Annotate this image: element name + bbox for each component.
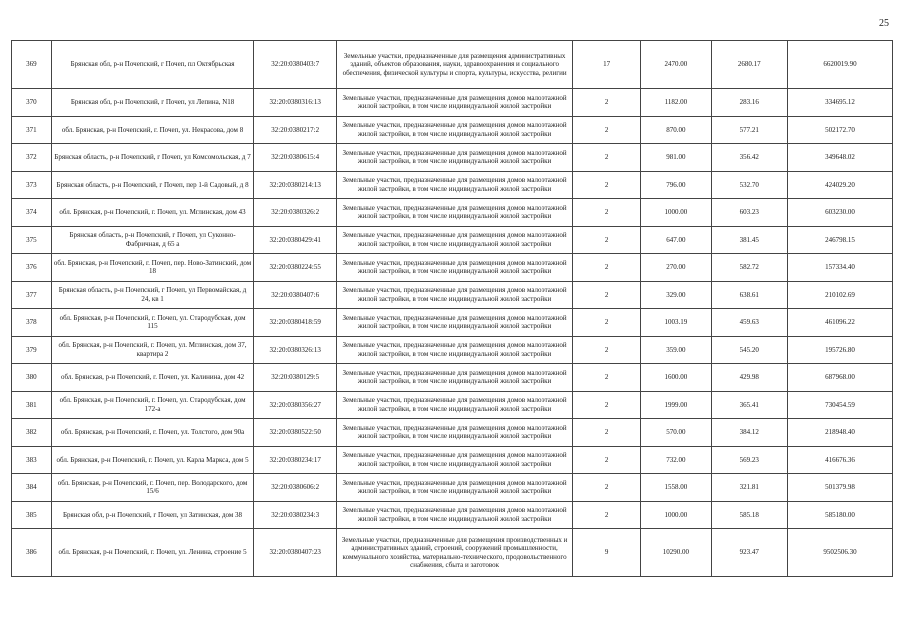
row-number-cell: 373 bbox=[12, 171, 52, 199]
page-number: 25 bbox=[879, 18, 889, 29]
row-number-cell: 381 bbox=[12, 391, 52, 419]
table-row bbox=[12, 199, 893, 227]
specific-value-cell: 429.98 bbox=[711, 364, 788, 392]
table-row bbox=[12, 281, 893, 309]
specific-value-cell: 532.70 bbox=[711, 171, 788, 199]
table-row bbox=[12, 419, 893, 447]
cadastral-value-cell: 6620019.90 bbox=[788, 41, 893, 89]
group-number-cell: 2 bbox=[573, 474, 641, 502]
permitted-use-cell: Земельные участки, предназначенные для размещения домов малоэтажной жилой застройки, в том числе индивидуальной жилой застройки bbox=[337, 144, 573, 172]
specific-value-cell: 603.23 bbox=[711, 199, 788, 227]
cadastral-value-cell: 9502506.30 bbox=[788, 529, 893, 577]
address-cell: обл. Брянская, р-н Почепский, г. Почеп, ул. Карла Маркса, дом 5 bbox=[51, 446, 253, 474]
specific-value-cell: 569.23 bbox=[711, 446, 788, 474]
row-number-cell: 376 bbox=[12, 254, 52, 282]
area-cell: 1000.00 bbox=[641, 501, 711, 529]
specific-value-cell: 582.72 bbox=[711, 254, 788, 282]
permitted-use-cell: Земельные участки, предназначенные для размещения домов малоэтажной жилой застройки, в том числе индивидуальной жилой застройки bbox=[337, 254, 573, 282]
specific-value-cell: 577.21 bbox=[711, 116, 788, 144]
table-row bbox=[12, 336, 893, 364]
group-number-cell: 2 bbox=[573, 501, 641, 529]
row-number-cell: 372 bbox=[12, 144, 52, 172]
table-row bbox=[12, 364, 893, 392]
cadastral-number-cell: 32:20:0380522:50 bbox=[254, 419, 337, 447]
cadastral-value-cell: 195726.80 bbox=[788, 336, 893, 364]
row-number-cell: 384 bbox=[12, 474, 52, 502]
row-number-cell: 386 bbox=[12, 529, 52, 577]
area-cell: 732.00 bbox=[641, 446, 711, 474]
group-number-cell: 17 bbox=[573, 41, 641, 89]
table-row bbox=[12, 254, 893, 282]
address-cell: обл. Брянская, р-н Почепский, г. Почеп, ул. Некрасова, дом 8 bbox=[51, 116, 253, 144]
cadastral-value-cell: 210102.69 bbox=[788, 281, 893, 309]
permitted-use-cell: Земельные участки, предназначенные для размещения административных зданий, объектов образования, науки, здравоохранения и социального обеспечения, физической культуры и спорта, культуры, искусства, религии bbox=[337, 41, 573, 89]
permitted-use-cell: Земельные участки, предназначенные для размещения домов малоэтажной жилой застройки, в том числе индивидуальной жилой застройки bbox=[337, 336, 573, 364]
specific-value-cell: 923.47 bbox=[711, 529, 788, 577]
cadastral-number-cell: 32:20:0380429:41 bbox=[254, 226, 337, 254]
cadastral-value-cell: 585180.00 bbox=[788, 501, 893, 529]
row-number-cell: 383 bbox=[12, 446, 52, 474]
permitted-use-cell: Земельные участки, предназначенные для размещения домов малоэтажной жилой застройки, в том числе индивидуальной жилой застройки bbox=[337, 199, 573, 227]
area-cell: 1000.00 bbox=[641, 199, 711, 227]
table-row bbox=[12, 391, 893, 419]
specific-value-cell: 545.20 bbox=[711, 336, 788, 364]
address-cell: Брянская область, р-н Почепский, г Почеп, ул Комсомольская, д 7 bbox=[51, 144, 253, 172]
permitted-use-cell: Земельные участки, предназначенные для размещения домов малоэтажной жилой застройки, в том числе индивидуальной жилой застройки bbox=[337, 419, 573, 447]
permitted-use-cell: Земельные участки, предназначенные для размещения домов малоэтажной жилой застройки, в том числе индивидуальной жилой застройки bbox=[337, 116, 573, 144]
table-row bbox=[12, 116, 893, 144]
row-number-cell: 379 bbox=[12, 336, 52, 364]
address-cell: Брянская обл, р-н Почепский, г Почеп, пл Октябрьская bbox=[51, 41, 253, 89]
address-cell: Брянская обл, р-н Почепский, г Почеп, ул Лепина, N18 bbox=[51, 89, 253, 117]
specific-value-cell: 2680.17 bbox=[711, 41, 788, 89]
table-row bbox=[12, 529, 893, 577]
group-number-cell: 2 bbox=[573, 419, 641, 447]
table-row bbox=[12, 501, 893, 529]
cadastral-value-cell: 334695.12 bbox=[788, 89, 893, 117]
area-cell: 1003.19 bbox=[641, 309, 711, 337]
permitted-use-cell: Земельные участки, предназначенные для размещения домов малоэтажной жилой застройки, в том числе индивидуальной жилой застройки bbox=[337, 446, 573, 474]
specific-value-cell: 356.42 bbox=[711, 144, 788, 172]
area-cell: 870.00 bbox=[641, 116, 711, 144]
address-cell: обл. Брянская, р-н Почепский, г. Почеп, пер. Ново-Затинский, дом 18 bbox=[51, 254, 253, 282]
cadastral-number-cell: 32:20:0380615:4 bbox=[254, 144, 337, 172]
row-number-cell: 375 bbox=[12, 226, 52, 254]
area-cell: 570.00 bbox=[641, 419, 711, 447]
table-row bbox=[12, 41, 893, 89]
area-cell: 270.00 bbox=[641, 254, 711, 282]
land-plots-table bbox=[11, 40, 893, 577]
specific-value-cell: 365.41 bbox=[711, 391, 788, 419]
cadastral-number-cell: 32:20:0380403:7 bbox=[254, 41, 337, 89]
specific-value-cell: 384.12 bbox=[711, 419, 788, 447]
group-number-cell: 2 bbox=[573, 171, 641, 199]
table-row bbox=[12, 474, 893, 502]
specific-value-cell: 321.81 bbox=[711, 474, 788, 502]
permitted-use-cell: Земельные участки, предназначенные для размещения домов малоэтажной жилой застройки, в том числе индивидуальной жилой застройки bbox=[337, 391, 573, 419]
group-number-cell: 2 bbox=[573, 364, 641, 392]
address-cell: обл. Брянская, р-н Почепский, г. Почеп, ул. Толстого, дом 90а bbox=[51, 419, 253, 447]
group-number-cell: 2 bbox=[573, 281, 641, 309]
area-cell: 329.00 bbox=[641, 281, 711, 309]
cadastral-value-cell: 349648.02 bbox=[788, 144, 893, 172]
row-number-cell: 382 bbox=[12, 419, 52, 447]
cadastral-value-cell: 501379.98 bbox=[788, 474, 893, 502]
group-number-cell: 2 bbox=[573, 254, 641, 282]
area-cell: 1999.00 bbox=[641, 391, 711, 419]
address-cell: обл. Брянская, р-н Почепский, г. Почеп, ул. Стародубская, дом 115 bbox=[51, 309, 253, 337]
area-cell: 1558.00 bbox=[641, 474, 711, 502]
table-row bbox=[12, 309, 893, 337]
area-cell: 359.00 bbox=[641, 336, 711, 364]
group-number-cell: 2 bbox=[573, 446, 641, 474]
cadastral-value-cell: 730454.59 bbox=[788, 391, 893, 419]
area-cell: 981.00 bbox=[641, 144, 711, 172]
table-row bbox=[12, 446, 893, 474]
cadastral-value-cell: 687968.00 bbox=[788, 364, 893, 392]
address-cell: Брянская обл, р-н Почепский, г Почеп, ул Затинская, дом 38 bbox=[51, 501, 253, 529]
row-number-cell: 370 bbox=[12, 89, 52, 117]
area-cell: 1600.00 bbox=[641, 364, 711, 392]
cadastral-number-cell: 32:20:0380217:2 bbox=[254, 116, 337, 144]
address-cell: Брянская область, р-н Почепский, г Почеп, ул Суконно-Фабричная, д 65 а bbox=[51, 226, 253, 254]
row-number-cell: 369 bbox=[12, 41, 52, 89]
table-row bbox=[12, 89, 893, 117]
address-cell: Брянская область, р-н Почепский, г Почеп, ул Первомайская, д 24, кв 1 bbox=[51, 281, 253, 309]
cadastral-number-cell: 32:20:0380606:2 bbox=[254, 474, 337, 502]
cadastral-value-cell: 502172.70 bbox=[788, 116, 893, 144]
cadastral-number-cell: 32:20:0380326:13 bbox=[254, 336, 337, 364]
cadastral-number-cell: 32:20:0380326:2 bbox=[254, 199, 337, 227]
area-cell: 796.00 bbox=[641, 171, 711, 199]
group-number-cell: 2 bbox=[573, 391, 641, 419]
specific-value-cell: 283.16 bbox=[711, 89, 788, 117]
group-number-cell: 2 bbox=[573, 199, 641, 227]
group-number-cell: 2 bbox=[573, 309, 641, 337]
group-number-cell: 2 bbox=[573, 226, 641, 254]
cadastral-number-cell: 32:20:0380418:59 bbox=[254, 309, 337, 337]
cadastral-value-cell: 416676.36 bbox=[788, 446, 893, 474]
cadastral-number-cell: 32:20:0380224:55 bbox=[254, 254, 337, 282]
cadastral-number-cell: 32:20:0380234:3 bbox=[254, 501, 337, 529]
specific-value-cell: 638.61 bbox=[711, 281, 788, 309]
row-number-cell: 378 bbox=[12, 309, 52, 337]
permitted-use-cell: Земельные участки, предназначенные для размещения домов малоэтажной жилой застройки, в том числе индивидуальной жилой застройки bbox=[337, 281, 573, 309]
table-row bbox=[12, 226, 893, 254]
cadastral-value-cell: 461096.22 bbox=[788, 309, 893, 337]
address-cell: Брянская область, р-н Почепский, г Почеп, пер 1-й Садовый, д 8 bbox=[51, 171, 253, 199]
cadastral-number-cell: 32:20:0380316:13 bbox=[254, 89, 337, 117]
row-number-cell: 374 bbox=[12, 199, 52, 227]
permitted-use-cell: Земельные участки, предназначенные для размещения домов малоэтажной жилой застройки, в том числе индивидуальной жилой застройки bbox=[337, 226, 573, 254]
address-cell: обл. Брянская, р-н Почепский, г. Почеп, ул. Мглинская, дом 37, квартира 2 bbox=[51, 336, 253, 364]
group-number-cell: 2 bbox=[573, 89, 641, 117]
cadastral-value-cell: 246798.15 bbox=[788, 226, 893, 254]
cadastral-number-cell: 32:20:0380407:6 bbox=[254, 281, 337, 309]
row-number-cell: 377 bbox=[12, 281, 52, 309]
permitted-use-cell: Земельные участки, предназначенные для размещения домов малоэтажной жилой застройки, в том числе индивидуальной жилой застройки bbox=[337, 501, 573, 529]
cadastral-value-cell: 157334.40 bbox=[788, 254, 893, 282]
specific-value-cell: 459.63 bbox=[711, 309, 788, 337]
specific-value-cell: 381.45 bbox=[711, 226, 788, 254]
group-number-cell: 2 bbox=[573, 144, 641, 172]
row-number-cell: 385 bbox=[12, 501, 52, 529]
cadastral-number-cell: 32:20:0380234:17 bbox=[254, 446, 337, 474]
row-number-cell: 371 bbox=[12, 116, 52, 144]
address-cell: обл. Брянская, р-н Почепский, г. Почеп, пер. Володарского, дом 15/6 bbox=[51, 474, 253, 502]
specific-value-cell: 585.18 bbox=[711, 501, 788, 529]
group-number-cell: 9 bbox=[573, 529, 641, 577]
group-number-cell: 2 bbox=[573, 116, 641, 144]
address-cell: обл. Брянская, р-н Почепский, г. Почеп, ул. Калинина, дом 42 bbox=[51, 364, 253, 392]
area-cell: 2470.00 bbox=[641, 41, 711, 89]
cadastral-value-cell: 603230.00 bbox=[788, 199, 893, 227]
cadastral-number-cell: 32:20:0380407:23 bbox=[254, 529, 337, 577]
table-row bbox=[12, 144, 893, 172]
permitted-use-cell: Земельные участки, предназначенные для размещения домов малоэтажной жилой застройки, в том числе индивидуальной жилой застройки bbox=[337, 89, 573, 117]
address-cell: обл. Брянская, р-н Почепский, г. Почеп, ул. Стародубская, дом 172-а bbox=[51, 391, 253, 419]
area-cell: 10290.00 bbox=[641, 529, 711, 577]
area-cell: 1182.00 bbox=[641, 89, 711, 117]
group-number-cell: 2 bbox=[573, 336, 641, 364]
cadastral-number-cell: 32:20:0380356:27 bbox=[254, 391, 337, 419]
address-cell: обл. Брянская, р-н Почепский, г. Почеп, ул. Ленина, строение 5 bbox=[51, 529, 253, 577]
area-cell: 647.00 bbox=[641, 226, 711, 254]
cadastral-number-cell: 32:20:0380129:5 bbox=[254, 364, 337, 392]
table-row bbox=[12, 171, 893, 199]
row-number-cell: 380 bbox=[12, 364, 52, 392]
address-cell: обл. Брянская, р-н Почепский, г. Почеп, ул. Мглинская, дом 43 bbox=[51, 199, 253, 227]
permitted-use-cell: Земельные участки, предназначенные для размещения домов малоэтажной жилой застройки, в том числе индивидуальной жилой застройки bbox=[337, 309, 573, 337]
table-body bbox=[12, 41, 893, 577]
cadastral-value-cell: 424029.20 bbox=[788, 171, 893, 199]
permitted-use-cell: Земельные участки, предназначенные для размещения производственных и административных зданий, строений, сооружений промышленности, коммунального хозяйства, материально-технического, продовольственного снабжения, сбыта и заготовок bbox=[337, 529, 573, 577]
permitted-use-cell: Земельные участки, предназначенные для размещения домов малоэтажной жилой застройки, в том числе индивидуальной жилой застройки bbox=[337, 171, 573, 199]
cadastral-number-cell: 32:20:0380214:13 bbox=[254, 171, 337, 199]
permitted-use-cell: Земельные участки, предназначенные для размещения домов малоэтажной жилой застройки, в том числе индивидуальной жилой застройки bbox=[337, 474, 573, 502]
permitted-use-cell: Земельные участки, предназначенные для размещения домов малоэтажной жилой застройки, в том числе индивидуальной жилой застройки bbox=[337, 364, 573, 392]
cadastral-value-cell: 218948.40 bbox=[788, 419, 893, 447]
